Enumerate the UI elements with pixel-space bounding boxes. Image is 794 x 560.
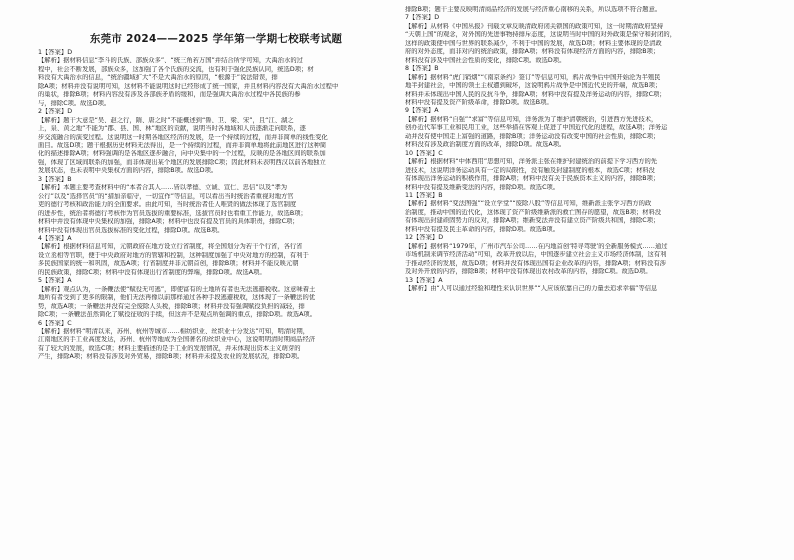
text-line: 有体现出洋务运动的积极作用，排除A项；材料中没有关于民族资本主义的内容，排除B项； <box>405 175 660 183</box>
text-line: 4【答案】A <box>38 234 72 242</box>
text-line: 【解析】从材料《中国丛报》刊载文章反映清政府闭关锁国的政策可知，这一时期清政府坚持 <box>405 22 664 30</box>
text-line: 吏的德行考核和政治能力的全面要求。由此可知，当时统治者任人唯贤的做法体现了选官制度 <box>38 201 297 209</box>
text-line: 地半封建社会，中国的领土主权遭到破坏，这说明鸦片战争是中国近代史的开端，故选B项； <box>405 82 662 90</box>
right-column <box>405 6 761 554</box>
text-line: 上，泉、黄之地”不能为“郡、县、国、林”地区的贡献，说明当时各地域和人员逐渐走向联系，逐 <box>38 125 306 133</box>
text-line: 【解析】观点认为，一条鞭法使“赋役无可逃”，即使富有的土地所有者也无法逃避税收。这意味着土 <box>38 285 316 293</box>
text-line: 【解析】据材料“虎门销烟”“《南京条约》签订”等信息可知，鸦片战争后中国开始沦为半殖民 <box>405 73 661 81</box>
text-line: 江南地区的手工业高度发达，苏州、杭州等地成为全国著名的丝织业中心，这说明明清时期商品经济 <box>38 336 316 344</box>
text-line: 【解析】根据材料信息可知，元朝政府在地方设立行省制度，将全国划分为若干个行省，各行省 <box>38 243 303 251</box>
text-line: 1【答案】D <box>38 49 73 56</box>
left-column <box>38 6 394 554</box>
text-line: 5【答案】A <box>38 277 72 285</box>
text-line: 【解析】据材料“自强”“求富”等信息可知，洋务派为了维护清朝统治，引进西方先进技术， <box>405 115 658 123</box>
text-line: 排除B项；题干主要反映明清商品经济的发展与经济重心南移的关系，所以选项不符合题意。 <box>405 6 662 13</box>
text-line: 材料中没有提及民主革命的内容，排除D项。故选B项。 <box>405 225 559 233</box>
text-line: 于推动经济的发展，故选D项；材料并没有体现出国有企业改革的内容，排除A项；材料没有涉 <box>405 259 667 267</box>
text-line: 【解析】题干大意是“吴、赵之行，隋、唐之时”不能概述到“鲁、卫、梁、宋”，且“江、湖之 <box>38 116 294 124</box>
text-line: 市场机制来调节经济活动”可知，改革开放以后，中国逐步建立社会主义市场经济体制，这有利 <box>405 251 667 259</box>
text-line: 7【答案】D <box>405 14 440 22</box>
text-line: 产生，排除A项；材料没有涉及对外贸易，排除B项；材料并未提及农业的发展状况，排除D项。 <box>38 353 304 361</box>
text-line: 与，排除C项。故选D项。 <box>38 99 111 107</box>
text-line: 及对外开放的内容，排除B项；材料中没有体现出农村改革的内容，排除C项。故选D项。 <box>405 268 652 276</box>
text-line: 料没有大禹治水的信息，“统治疆域扩大”不是大禹治水的原因，“根源于”说法错误，排 <box>38 74 278 82</box>
text-line: 材料没有涉及中国社会性质的变化，排除C项。故选D项。 <box>405 56 566 64</box>
text-line: 【解析】据材料“1979年，广州市汽车公司……在内地首创‘特寻驾驶’的全新服务模式……通过 <box>405 242 668 250</box>
text-line: 进技术，这说明洋务运动具有一定的局限性，没有触及封建制度的根本，故选C项；材料没 <box>405 166 655 174</box>
text-line: 2【答案】D <box>38 108 73 116</box>
text-line: 步交流融合的演变过程。这说明这一时期各地区经济的发展，是一个持续的过程，而并非简单的线性变化 <box>38 133 328 141</box>
text-line: 9【答案】A <box>405 107 439 115</box>
document-title: 东莞市 2024——2025 学年第一学期七校联考试题 <box>89 33 343 45</box>
text-line: 地所有者受到了更多的限制，他们无法再像以前那样通过各种手段逃避税收，这体现了一条鞭法的优 <box>38 294 316 302</box>
text-line: 势，故选A项；一条鞭法并没有完全废除人头税，排除B项；材料并没有强调赋役负担的减轻，排 <box>38 302 305 310</box>
text-line: 有了较大的发展，故选C项；材料主要描述的是手工业的发展情况，并未体现出资本主义萌芽的 <box>38 344 301 352</box>
left-column-text <box>38 49 394 362</box>
text-line: 材料中并没有体现中央集权的加强，排除A项；材料中也没有提及官员的具体职责，排除C项； <box>38 218 299 226</box>
text-line: 的巢状，排除B项；材料内容没有涉及各部族矛盾的缓和，而是强调大禹治水过程中各民族的参 <box>38 91 301 99</box>
text-line: 发展状态，也未表明中央集权方面的内容，排除B项。故选D项。 <box>38 167 218 175</box>
text-line: “天朝上国”的观念，对外国的先进事物持排斥态度，这说明当时中国的对外政策是保守和封闭的， <box>405 31 676 39</box>
text-line: 面目。故选D项；题干根据历史材料无法得出，是一个持续的过程，而并非简单地将此前地区进行这种简 <box>38 141 327 149</box>
text-line: 程中，社会不断发展，部族众多，这加强了各个氏族的交流，也有利于强化民族认同，统选D项；材 <box>38 65 314 73</box>
text-line: 多民族国家的统一和巩固，故选A项；行省制度并非元朝首创，排除B项；材料并不能反映元朝 <box>38 260 299 268</box>
text-line: 动并没有使中国走上富强的道路，排除B项；洋务运动没有改变中国的社会性质，排除C项； <box>405 132 660 140</box>
text-line: 治制度，推动中国的近代化，这体现了资产阶级维新派的救亡图存的愿望，故选B项；材料没 <box>405 208 662 216</box>
text-line: 这样的政策使中国与世界的联系减少，不利于中国的发展，故选D项；材料主要体现的是清政 <box>405 39 662 47</box>
text-line: 的民族政策，排除C项；材料中没有体现出行省制度的弊端，排除D项。故选A项。 <box>38 268 266 276</box>
text-line: 12【答案】D <box>405 234 444 242</box>
text-line: 材料中没有提及维新变法的内容，排除D项。故选C项。 <box>405 183 560 191</box>
text-line: 材料没有涉及政治制度方面的改革，排除D项。故选A项。 <box>405 141 566 149</box>
text-line: 除C项；一条鞭法虽然简化了赋役征收的手续，但这并不是观点所强调的重点，排除D项。故选A项。 <box>38 311 317 319</box>
text-line: 6【答案】C <box>38 319 72 327</box>
text-line: 10【答案】C <box>405 149 443 157</box>
text-line: 【解析】根据材料“中体西用”思想可知，洋务派主张在维护封建统治的前提下学习西方的先 <box>405 158 658 166</box>
text-line: 材料中没有提及资产阶级革命，排除D项。故选B项。 <box>405 98 553 106</box>
text-line: 创办近代军事工业和民用工业，这些举措在客观上促进了中国近代化的进程，故选A项；洋务运 <box>405 124 668 132</box>
right-column-text <box>405 6 761 293</box>
text-line: 府的对外态度，而非对内的统治政策，排除A项；材料没有体现经济方面的内容，排除B项； <box>405 48 660 56</box>
text-line: 【解析】据材料“变法图强”“设立学堂”“废除八股”等信息可知，维新派主张学习西方的政 <box>405 200 652 208</box>
text-line: 材料并未体现出中国人民的反抗斗争，排除A项；材料中没有提及洋务运动的内容，排除C项； <box>405 90 666 98</box>
text-line: 强，体现了区域间联系的加强，而非体现出某个地区的发展排除C项；因此材料未表明西汉以前各地独立 <box>38 158 326 166</box>
text-line: 【解析】据材料信息“李斗的氏族、部族众多”、“统三角若万国”并结合所学可知，大禹治水的过 <box>38 57 303 65</box>
text-line: 设立丞相等官职，便于中央政府对地方的管辖和控制，这种制度加强了中央对地方的控制，有利于 <box>38 251 309 259</box>
text-line: 【解析】由“人可以通过经验和理性来认识世界”“人应该依靠自己的力量去追求幸福”等信息 <box>405 284 658 292</box>
text-line: 的进步性，统治者将德行考核作为官员选拔的重要标准，选拔官员时也看重工作能力，故选B项； <box>38 209 307 217</box>
text-line: 化的描述排除A项；材料强调的是各地区逐步融合，向中央集中的一个过程，反映的是各地区间的联系加 <box>38 150 326 158</box>
text-line: 【解析】本题主要考查材料中的“本者合其人……皆以孝德、立诚、宣仁、忠信”以及“孝为 <box>38 184 288 192</box>
text-line: 11【答案】B <box>405 191 443 199</box>
text-line: 有体现出封建顽固势力的反对，排除A项；维新变法并没有建立资产阶级共和国，排除C项； <box>405 217 660 225</box>
text-line: 除A项；材料并没有说明可知，这材料不能说明这时已经形成了统一国家，并且材料内容没有大禹治水过程中 <box>38 82 339 90</box>
text-line: 公行”以及“选择官员”的“措加亲临守，一切宜作”等信息，可以看出当时统治者重视对地方官 <box>38 192 294 200</box>
text-line: 【解析】据材料“明清以来，苏州、杭州等城市……棉纺织业、丝织业十分发达”可知，明清时期， <box>38 327 309 335</box>
text-line: 材料中没有体现出官员选拔标准的变化过程，排除D项。故选B项。 <box>38 226 224 234</box>
text-line: 8【答案】B <box>405 65 439 73</box>
text-line: 13【答案】A <box>405 276 443 284</box>
text-line: 3【答案】B <box>38 175 72 183</box>
